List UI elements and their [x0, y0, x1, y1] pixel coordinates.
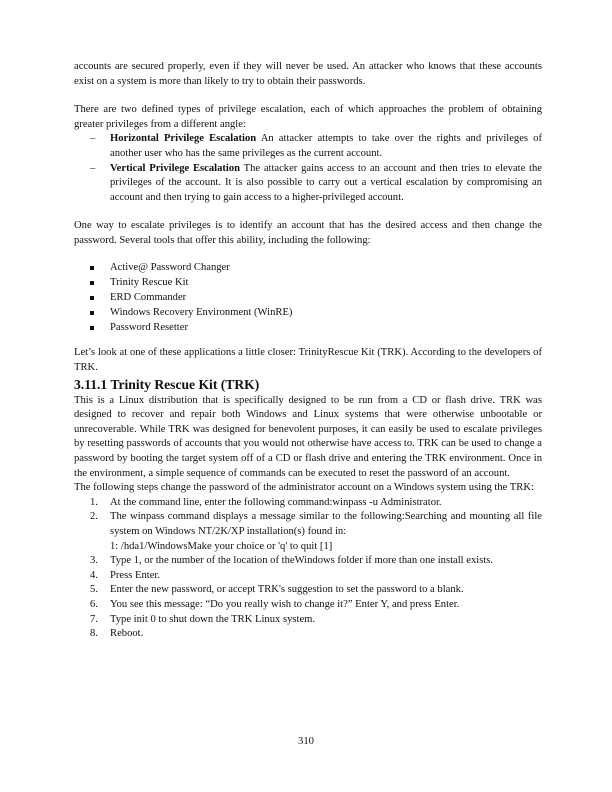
list-item [74, 291, 542, 306]
spacer [74, 89, 542, 103]
step-number: 6. [90, 598, 98, 610]
step-output-text: 1: /hda1/WindowsMake your choice or 'q' to quit [1] [110, 540, 333, 552]
spacer [74, 336, 542, 346]
section-heading: 3.11.1 Trinity Rescue Kit (TRK) [74, 376, 260, 392]
list-item [74, 132, 542, 161]
list-item [74, 261, 542, 276]
term: Vertical Privilege Escalation [110, 162, 241, 174]
tool-name: Windows Recovery Environment (WinRE) [110, 307, 293, 319]
step-text: The winpass command displays a message similar to the following:Searching and mounting all file system on Windows NT/2K/XP installation(s) found in: [110, 511, 542, 537]
term-description: An attacker attempts to take over the rights and privileges of another user who has the same privileges as the current account. [110, 133, 542, 159]
tool-name: Trinity Rescue Kit [110, 276, 189, 288]
list-item [74, 276, 542, 291]
step-text: Type init 0 to shut down the TRK Linux system. [110, 613, 316, 625]
steps-intro-paragraph: The following steps change the password of the administrator account on a Windows system using the TRK: [74, 482, 534, 494]
step-text: Type 1, or the number of the location of theWindows folder if more than one install exists. [110, 555, 494, 567]
escalation-types-list [74, 132, 542, 205]
list-item [74, 583, 542, 598]
document-page [74, 60, 542, 642]
page-number: 310 [298, 736, 314, 747]
step-text: At the command line, enter the following command:winpass -u Administrator. [110, 496, 442, 508]
step-text: Reboot. [110, 628, 144, 640]
term: Horizontal Privilege Escalation [110, 133, 257, 145]
tools-list [74, 261, 542, 337]
step-number: 1. [90, 496, 98, 508]
intro-paragraph: accounts are secured properly, even if they will never be used. An attacker who knows that these accounts exist on a system is more than likely to try to obtain their passwords. [74, 61, 542, 87]
step-number: 4. [90, 569, 98, 581]
list-item [74, 627, 542, 642]
step-number: 3. [90, 555, 98, 567]
list-item [74, 613, 542, 628]
tool-name: Password Resetter [110, 322, 188, 334]
bullet-icon [90, 281, 94, 285]
bullet-icon [90, 266, 94, 270]
spacer [74, 205, 542, 219]
bullet-icon [90, 311, 94, 315]
list-item [74, 321, 542, 336]
term-description: The attacker gains access to an account and then tries to elevate the privileges of the account. It is also possible to carry out a vertical escalation by compromising an account and then trying to gain access to a higher-privileged account. [110, 162, 542, 203]
list-item [74, 569, 542, 584]
step-number: 5. [90, 584, 98, 596]
step-text: Press Enter. [110, 569, 161, 581]
step-number: 8. [90, 628, 98, 640]
bullet-icon [90, 296, 94, 300]
dash-marker: – [90, 133, 96, 145]
list-item [74, 554, 542, 569]
list-item [74, 510, 542, 554]
tools-intro-paragraph: One way to escalate privileges is to identify an account that has the desired access and then change the password. Several tools that offer this ability, including the following: [74, 220, 542, 246]
step-text: Enter the new password, or accept TRK's suggestion to set the password to a blank. [110, 584, 464, 596]
bullet-icon [90, 326, 94, 330]
step-number: 7. [90, 613, 98, 625]
list-item [74, 496, 542, 511]
list-item [74, 306, 542, 321]
steps-list [74, 496, 542, 642]
step-number: 2. [90, 511, 98, 523]
list-item [74, 598, 542, 613]
types-intro-paragraph: There are two defined types of privilege escalation, each of which approaches the problem of obtaining greater privileges from a different angle: [74, 104, 542, 130]
tool-name: ERD Commander [110, 291, 187, 303]
section-body-paragraph: This is a Linux distribution that is specifically designed to be run from a CD or flash drive. TRK was designed to recover and repair both Windows and Linux systems that were otherwise unbootable or unrecoverable. While TRK was designed for benevolent purposes, it can easily be used to escalate privileges by resetting passwords of accounts that you would not otherwise have access to. TRK can be used to change a password by booting the target system off of a CD or flash drive and entering the TRK environment. Once in the environment, a simple sequence of commands can be executed to reset the password of an account. [74, 394, 542, 479]
tool-name: Active@ Password Changer [110, 261, 230, 273]
list-item [74, 162, 542, 206]
spacer [74, 249, 542, 261]
dash-marker: – [90, 162, 96, 174]
closer-look-paragraph: Let’s look at one of these applications a little closer: TrinityRescue Kit (TRK). According to the developers of TRK. [74, 347, 542, 374]
step-text: You see this message: “Do you really wish to change it?” Enter Y, and press Enter. [110, 598, 460, 610]
